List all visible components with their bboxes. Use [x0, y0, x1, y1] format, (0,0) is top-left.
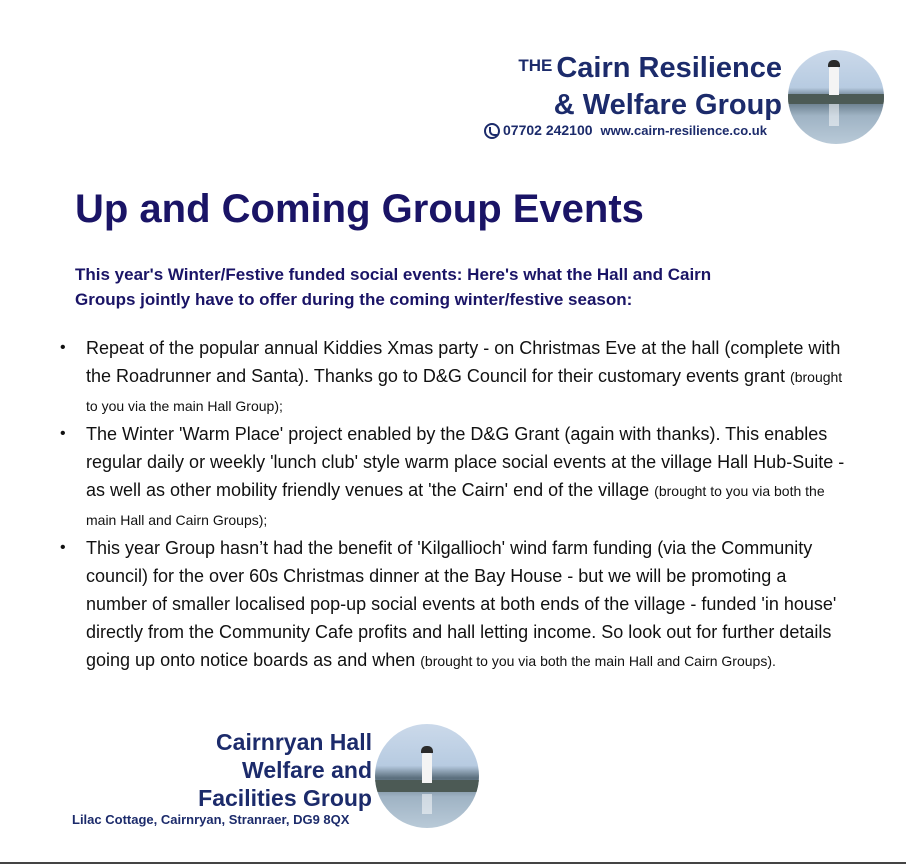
bullet-icon: •: [60, 339, 66, 356]
footer-line-2: Welfare and: [242, 757, 372, 783]
header-logo: [480, 50, 890, 146]
bullet-icon: •: [60, 539, 66, 556]
event-credit: (brought to you via the main Hall Group);: [86, 369, 843, 414]
lighthouse-photo: [788, 50, 884, 144]
phone-number: 07702 242100: [503, 122, 593, 138]
bullet-icon: •: [60, 425, 66, 442]
footer-line-1: Cairnryan Hall: [216, 729, 372, 755]
event-credit: (brought to you via both the main Hall and Cairn Groups).: [420, 653, 776, 669]
logo-line-2: & Welfare Group: [553, 89, 782, 121]
website-link[interactable]: www.cairn-resilience.co.uk: [600, 123, 767, 138]
footer-logo-text: [198, 728, 372, 812]
list-item: [60, 334, 850, 420]
bottom-divider: [0, 862, 906, 864]
events-list: [60, 334, 850, 675]
page-title: Up and Coming Group Events: [75, 187, 644, 231]
header-contact: [484, 122, 767, 139]
list-item: [60, 534, 850, 675]
lighthouse-photo: [375, 724, 479, 828]
event-text: This year Group hasn’t had the benefit of 'Kilgallioch' wind farm funding (via the Community council) for the over 60s Christmas dinner at the Bay House - but we will be promoting a number of smaller localised pop-up social events at both ends of the village - funded 'in house' directly from the Community Cafe profits and hall letting income. So look out for further details going up onto notice boards as and when: [86, 538, 837, 670]
event-text: The Winter 'Warm Place' project enabled by the D&G Grant (again with thanks). This enables regular daily or weekly 'lunch club' style warm place social events at the village Hall Hub-Suite - as well as other mobility friendly venues at 'the Cairn' end of the village: [86, 424, 845, 500]
logo-line-1: Cairn Resilience: [556, 52, 782, 84]
intro-text: This year's Winter/Festive funded social events: Here's what the Hall and Cairn Groups jointly have to offer during the coming winter/festive season:: [75, 265, 712, 309]
event-text: Repeat of the popular annual Kiddies Xmas party - on Christmas Eve at the hall (complete with the Roadrunner and Santa). Thanks go to D&G Council for their customary events grant: [86, 338, 841, 386]
footer-address: Lilac Cottage, Cairnryan, Stranraer, DG9 8QX: [72, 812, 350, 827]
list-item: [60, 420, 850, 534]
phone-icon: [484, 123, 500, 139]
event-credit: (brought to you via both the main Hall and Cairn Groups);: [86, 483, 825, 528]
footer-line-3: Facilities Group: [198, 785, 372, 811]
header-logo-text: [518, 50, 782, 121]
footer-logo: [70, 724, 490, 834]
logo-prefix: THE: [518, 56, 553, 75]
